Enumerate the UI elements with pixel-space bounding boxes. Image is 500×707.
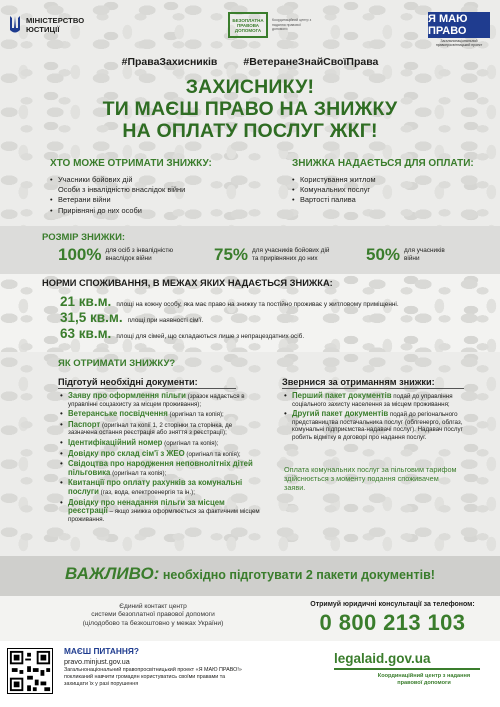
document-note: (газ, вода, електроенергія та ін.); <box>98 488 195 496</box>
norm-value: 63 кв.м. <box>60 326 112 341</box>
discount-heading: РОЗМІР ЗНИЖКИ: <box>42 232 126 243</box>
hashtags <box>0 56 500 68</box>
question-heading: МАЄШ ПИТАННЯ? <box>64 646 139 656</box>
document-name: Довідку про ненадання пільги за місцем реєстрації <box>68 497 225 516</box>
norm-text: площі при наявності сім'ї. <box>127 317 204 324</box>
discount-text: для учасників війни <box>404 247 445 262</box>
document-note: – якщо знижка оформлюється за фактичним місцем проживання. <box>68 508 260 523</box>
norm-row <box>60 310 203 325</box>
apply-item <box>284 392 469 408</box>
apply-item-text: подай до регіонального представництва постачальника послуг (облгенерго, облгаз, комунальні підприємства-надавачі послуг). Надавач послуг робить відмітку в договорі про надання послуг. <box>292 411 463 441</box>
bpd-logo <box>228 12 314 38</box>
how-heading: ЯК ОТРИМАТИ ЗНИЖКУ? <box>58 358 176 369</box>
contact-line: системи безоплатної правової допомоги <box>91 611 215 619</box>
ministry-logo <box>8 14 84 36</box>
norm-text: площі для сімей, що складаються лише з непрацездатних осіб. <box>116 333 305 340</box>
bpd-logo-box: БЕЗОПЛАТНА ПРАВОВА ДОПОМОГА <box>228 12 268 38</box>
for-what-list <box>292 175 482 206</box>
discount-100 <box>58 245 173 265</box>
bpd-logo-caption: Координаційний центр з надання правової допомоги <box>272 18 312 32</box>
norms-heading: НОРМИ СПОЖИВАННЯ, В МЕЖАХ ЯКИХ НАДАЄТЬСЯ ЗНИЖКА: <box>42 278 333 288</box>
apply-heading: Звернися за отриманням знижки: <box>282 377 464 389</box>
document-item <box>60 421 260 437</box>
apply-item-text: подай до управління соціального захисту населення за місцем проживання; <box>292 393 453 408</box>
pravo-link[interactable]: pravo.minjust.gov.ua <box>64 657 130 666</box>
document-note: (оригінал та копії 1, 2 сторінки та сторінка, де зазначена остання реєстрація або зняття з реєстрації); <box>68 421 233 437</box>
ministry-logo-text: МІНІСТЕРСТВО ЮСТИЦІЇ <box>26 16 85 34</box>
divider <box>334 668 480 670</box>
discount-50 <box>366 245 445 265</box>
document-name: Заяву про оформлення пільги <box>68 391 186 400</box>
document-note: (оригінал та копія); <box>167 411 224 419</box>
trident-icon <box>8 14 22 36</box>
hashtag[interactable]: #ПраваЗахисників <box>121 56 218 68</box>
yma-logo-caption: Загальнонаціональний правопросвітницький проект <box>435 39 483 47</box>
document-name: Довідку про склад сім'ї з ЖЕО <box>68 448 185 458</box>
document-item <box>60 450 260 459</box>
apply-item-title: Перший пакет документів <box>292 391 392 400</box>
list-item: • Учасники бойових дій <box>50 175 250 185</box>
discount-text: для учасників бойових дій та прирівняних до них <box>252 247 330 262</box>
document-name: Ветеранське посвідчення <box>68 409 168 419</box>
phone-block <box>300 601 485 636</box>
who-section <box>50 158 250 216</box>
contact-center <box>38 603 268 628</box>
document-item <box>60 460 260 477</box>
hashtag[interactable]: #ВетеранеЗнайСвоїПрава <box>243 56 379 68</box>
title-line: НА ОПЛАТУ ПОСЛУГ ЖКГ! <box>122 120 378 142</box>
list-item: • Користування житлом <box>292 175 482 185</box>
apply-list <box>284 392 469 444</box>
norm-value: 21 кв.м. <box>60 294 112 309</box>
document-item <box>60 439 260 448</box>
page-title <box>0 76 500 142</box>
document-item <box>60 410 260 419</box>
document-note: (оригінал та копія); <box>110 469 167 477</box>
coordination-center-caption: Координаційний центр з надання правової допомоги <box>377 673 471 687</box>
discount-percent: 100% <box>58 245 102 264</box>
discount-percent: 75% <box>214 245 249 264</box>
important-text: необхідно підготувати 2 пакети документів! <box>159 568 435 582</box>
document-name: Свідоцтва про народження неповнолітніх дітей пільговика <box>68 459 253 477</box>
document-note: (оригінал та копія); <box>184 450 241 458</box>
list-item: Особи з інвалідністю внаслідок війни <box>58 185 186 195</box>
list-item: • Прирівняні до них особи <box>50 206 250 216</box>
document-name: Квитанції про оплату рахунків за комунальні послуги <box>68 478 243 496</box>
phone-number[interactable]: 0 800 213 103 <box>319 610 466 635</box>
norm-value: 31,5 кв.м. <box>60 310 123 325</box>
document-note: (зразок надається в управлінні соцзахисту за місцем проживання); <box>68 393 245 408</box>
contact-line: (цілодобово та безкоштовно у межах України) <box>82 619 224 627</box>
contact-line: Єдиний контакт центр <box>119 603 187 610</box>
apply-item-title: Другий пакет документів <box>292 409 389 419</box>
document-note: (оригінал та копія); <box>162 439 219 447</box>
document-item <box>60 392 260 408</box>
apply-item <box>284 410 469 441</box>
discount-75 <box>214 245 329 265</box>
prepare-heading: Підготуй необхідні документи: <box>58 377 236 389</box>
tariff-note: Оплата комунальних послуг за пільговим тарифом здійснюється з моменту подання споживачем заяви. <box>284 465 457 492</box>
title-line: ЗАХИСНИКУ! <box>185 76 315 98</box>
who-list <box>50 175 250 216</box>
legalaid-link[interactable]: legalaid.gov.ua <box>334 651 431 666</box>
for-what-section <box>292 158 482 206</box>
discount-text: для осіб з інвалідністю внаслідок війни <box>105 247 174 262</box>
discount-percent: 50% <box>366 245 401 264</box>
project-description: Загальнонаціональний правопросвітницький проект «Я МАЮ ПРАВО!» покликаний навчити громадян користуватись своїми правами та захищати їх у разі порушення <box>64 667 242 687</box>
document-name: Паспорт <box>68 419 101 429</box>
norm-text: площі на кожну особу, яка має право на знижку та постійно проживає у житловому приміщенні. <box>116 301 399 308</box>
list-item: • Комунальних послуг <box>292 185 482 195</box>
qr-code-icon[interactable] <box>7 648 53 694</box>
document-name: Ідентифікаційний номер <box>68 437 163 447</box>
documents-list <box>60 392 260 525</box>
list-item: • Вартості палива <box>292 195 482 205</box>
important-label: ВАЖЛИВО: <box>65 564 160 583</box>
title-line: ТИ МАЄШ ПРАВО НА ЗНИЖКУ <box>102 98 398 120</box>
document-item <box>60 499 260 524</box>
document-item <box>60 479 260 496</box>
phone-label: Отримуй юридичні консультації за телефоном: <box>310 601 475 608</box>
important-banner <box>0 564 500 584</box>
norm-row <box>60 326 304 341</box>
who-heading: ХТО МОЖЕ ОТРИМАТИ ЗНИЖКУ: <box>50 158 212 169</box>
for-what-heading: ЗНИЖКА НАДАЄТЬСЯ ДЛЯ ОПЛАТИ: <box>292 158 474 169</box>
yma-logo: Я МАЮ ПРАВО <box>428 12 490 38</box>
norm-row <box>60 294 399 309</box>
list-item: • Ветерани війни <box>50 195 250 205</box>
